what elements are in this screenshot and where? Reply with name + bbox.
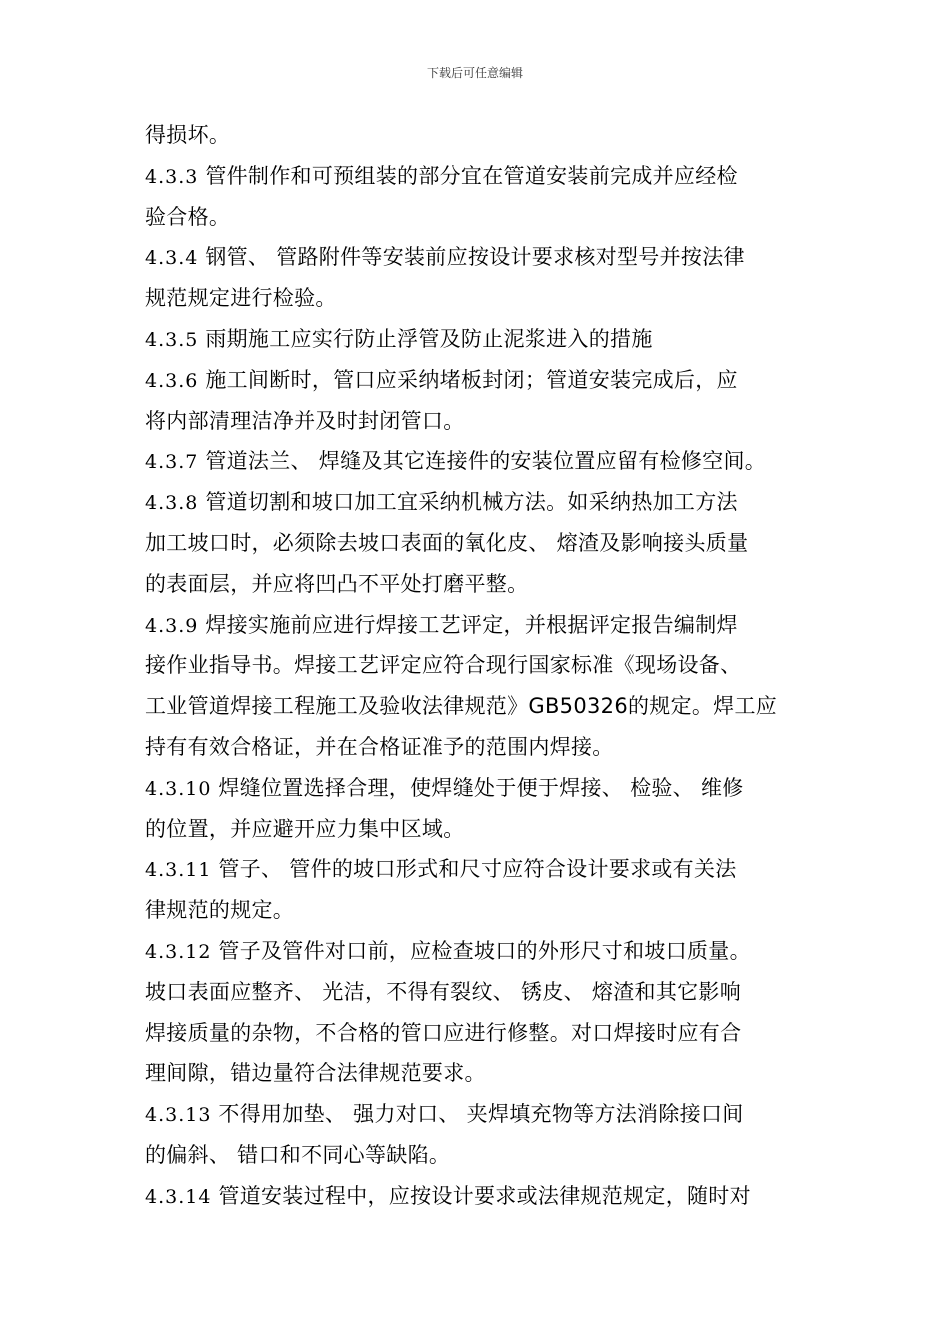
text-line xyxy=(145,849,825,890)
text-line xyxy=(145,809,825,850)
text-line xyxy=(145,890,825,931)
text-line xyxy=(145,564,825,605)
text-line xyxy=(145,972,825,1013)
clause-number: 4.3.5 xyxy=(145,328,199,351)
line-text: 管道法兰、 焊缝及其它连接件的安装位置应留有检修空间。 xyxy=(198,449,767,474)
line-text: 坡口表面应整齐、 光洁，不得有裂纹、 锈皮、 熔渣和其它影响 xyxy=(145,979,742,1004)
clause-number: 4.3.14 xyxy=(145,1185,212,1208)
text-line xyxy=(145,1135,825,1176)
text-line xyxy=(145,727,825,768)
clause-number: 4.3.12 xyxy=(145,940,212,963)
line-text: 不得用加垫、 强力对口、 夹焊填充物等方法消除接口间 xyxy=(211,1102,744,1127)
line-text: 管道切割和坡口加工宜采纳机械方法。如采纳热加工方法 xyxy=(198,490,738,515)
line-text: 焊缝位置选择合理，使焊缝处于便于焊接、 检验、 维修 xyxy=(211,775,744,800)
clause-number: 4.3.11 xyxy=(145,859,212,882)
text-line xyxy=(145,1013,825,1054)
line-text: 验合格。 xyxy=(145,204,231,229)
text-line xyxy=(145,605,825,646)
line-text: 管件制作和可预组装的部分宜在管道安装前完成并应经检 xyxy=(198,163,738,188)
line-text: 律规范的规定。 xyxy=(145,898,295,923)
line-text: 理间隙，错边量符合法律规范要求。 xyxy=(145,1061,486,1086)
line-text: 得损坏。 xyxy=(145,123,231,147)
text-line xyxy=(145,197,825,238)
text-line xyxy=(145,278,825,319)
line-text: 的表面层，并应将凹凸不平处打磨平整。 xyxy=(145,571,529,596)
text-line xyxy=(145,768,825,809)
text-line xyxy=(145,931,825,972)
clause-number: 4.3.8 xyxy=(145,492,199,515)
text-line xyxy=(145,645,825,686)
text-line xyxy=(145,441,825,482)
line-text: 管子及管件对口前，应检查坡口的外形尺寸和坡口质量。 xyxy=(211,938,751,963)
text-line xyxy=(145,1176,825,1217)
line-text: 施工间断时，管口应采纳堵板封闭；管道安装完成后，应 xyxy=(198,367,738,392)
line-text: 接作业指导书。焊接工艺评定应符合现行国家标准《现场设备、 xyxy=(145,653,742,678)
line-text: 的偏斜、 错口和不同心等缺陷。 xyxy=(145,1142,451,1167)
line-text: 工业管道焊接工程施工及验收法律规范》GB50326的规定。焊工应 xyxy=(145,694,778,719)
line-text: 的位置，并应避开应力集中区域。 xyxy=(145,816,465,841)
text-line xyxy=(145,319,825,360)
line-text: 管道安装过程中，应按设计要求或法律规范规定，随时对 xyxy=(211,1183,751,1208)
text-line xyxy=(145,360,825,401)
page-header: 下载后可任意编辑 xyxy=(426,66,523,80)
line-text: 焊接质量的杂物，不合格的管口应进行修整。对口焊接时应有合 xyxy=(145,1020,742,1045)
line-text: 雨期施工应实行防止浮管及防止泥浆进入的措施 xyxy=(198,326,653,351)
clause-number: 4.3.13 xyxy=(145,1104,212,1127)
text-line xyxy=(145,401,825,442)
text-line xyxy=(145,156,825,197)
clause-number: 4.3.7 xyxy=(145,451,199,474)
line-text: 规范规定进行检验。 xyxy=(145,286,337,311)
clause-number: 4.3.10 xyxy=(145,777,212,800)
line-text: 加工坡口时，必须除去坡口表面的氧化皮、 熔渣及影响接头质量 xyxy=(145,530,749,555)
document-body xyxy=(145,115,825,1217)
line-text: 管子、 管件的坡口形式和尺寸应符合设计要求或有关法 xyxy=(211,857,737,882)
clause-number: 4.3.4 xyxy=(145,247,199,270)
clause-number: 4.3.9 xyxy=(145,614,199,637)
text-line xyxy=(145,237,825,278)
text-line xyxy=(145,482,825,523)
line-text: 持有有效合格证，并在合格证准予的范围内焊接。 xyxy=(145,734,614,759)
clause-number: 4.3.3 xyxy=(145,165,199,188)
text-line xyxy=(145,523,825,564)
text-line xyxy=(145,115,825,156)
line-text: 钢管、 管路附件等安装前应按设计要求核对型号并按法律 xyxy=(198,245,745,270)
line-text: 焊接实施前应进行焊接工艺评定，并根据评定报告编制焊 xyxy=(198,612,738,637)
text-line xyxy=(145,1094,825,1135)
clause-number: 4.3.6 xyxy=(145,369,199,392)
text-line xyxy=(145,1053,825,1094)
line-text: 将内部清理洁净并及时封闭管口。 xyxy=(145,408,465,433)
text-line xyxy=(145,686,825,727)
